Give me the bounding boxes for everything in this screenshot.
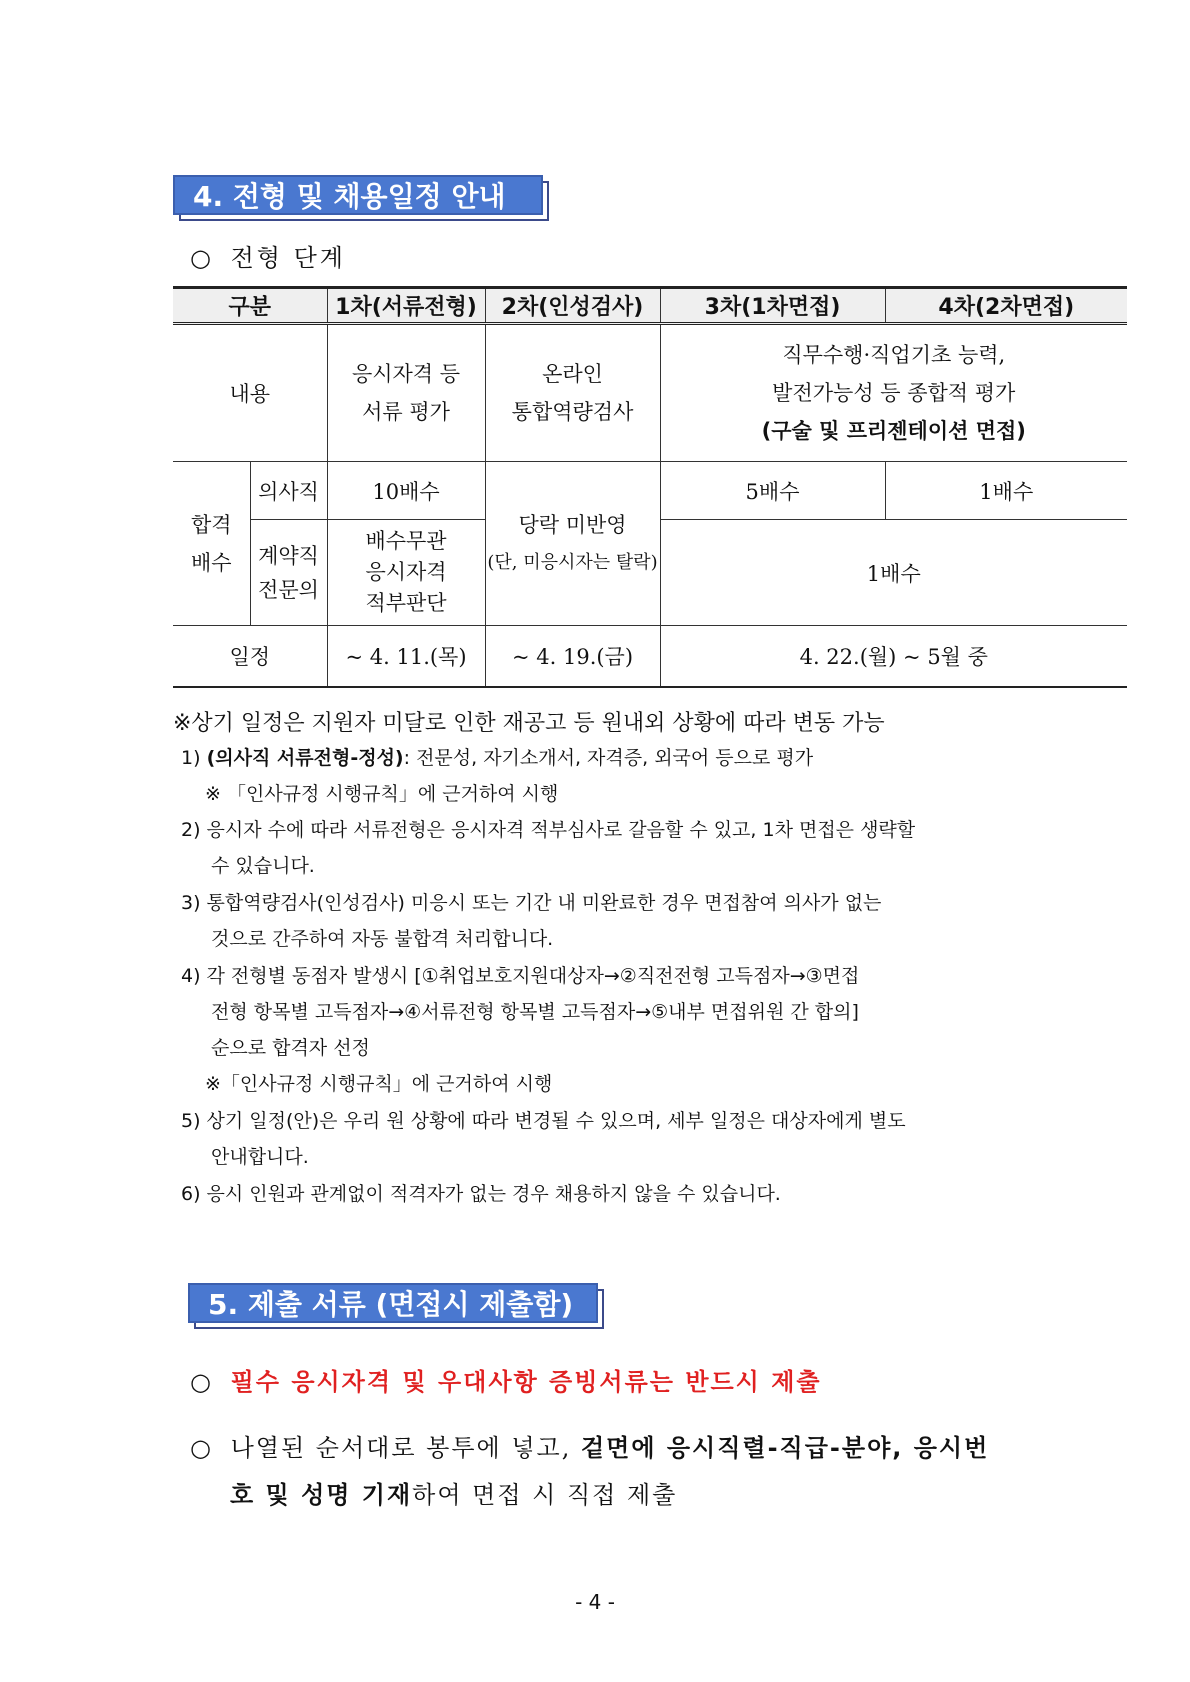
content-stage-3-line1: 직무수행·직업기초 능력, — [782, 343, 1006, 367]
stage-2-pass-line1: 당락 미반영 — [518, 512, 627, 537]
note-4-sub: ※「인사규정 시행규칙」에 근거하여 시행 — [205, 1073, 553, 1095]
note-1-number: 1) — [181, 747, 201, 769]
note-3a: 3) 통합역량검사(인성검사) 미응시 또는 기간 내 미완료한 경우 면접참여 의사가 없는 — [181, 892, 882, 914]
doctor-stage-3: 5배수 — [660, 462, 885, 520]
doctor-label: 의사직 — [250, 462, 327, 520]
submission-text-bold: 겉면에 응시직렬-직급-분야, 응시번 — [580, 1434, 990, 1462]
note-main: ※상기 일정은 지원자 미달로 인한 재공고 등 원내외 상황에 따라 변동 가능 — [173, 711, 885, 736]
stage-2-pass — [485, 462, 660, 626]
submission-text-b-bold: 호 및 성명 기재 — [230, 1481, 413, 1509]
submission-line-2 — [230, 1475, 677, 1510]
contract-stage-1-line1: 배수무관 — [365, 529, 447, 553]
content-label: 내용 — [173, 324, 327, 462]
content-stage-2 — [485, 324, 660, 462]
schedule-stage-1: ~ 4. 11.(목) — [327, 626, 485, 687]
contract-stage-3-4: 1배수 — [660, 520, 1127, 626]
content-stage-3-line2: 발전가능성 등 종합적 평가 — [772, 381, 1016, 405]
section-5-header — [188, 1283, 598, 1323]
content-stage-1 — [327, 324, 485, 462]
contract-label-1: 계약직 — [258, 543, 319, 568]
submission-line-1 — [190, 1428, 989, 1463]
contract-stage-1-line3: 적부판단 — [365, 591, 447, 615]
schedule-stage-2: ~ 4. 19.(금) — [485, 626, 660, 687]
doctor-stage-1: 10배수 — [327, 462, 485, 520]
schedule-stage-3-4: 4. 22.(월) ~ 5월 중 — [660, 626, 1127, 687]
header-stage-3: 3차(1차면접) — [660, 288, 885, 324]
page-number: - 4 - — [575, 1590, 615, 1614]
header-stage-1: 1차(서류전형) — [327, 288, 485, 324]
bullet-circle-icon: ○ — [190, 1368, 211, 1396]
required-docs-line — [190, 1362, 822, 1397]
section-5-title: 5. 제출 서류 (면접시 제출함) — [188, 1283, 598, 1323]
pass-multiple-label — [173, 462, 250, 626]
content-stage-2-line2: 통합역량검사 — [511, 400, 634, 424]
bullet-circle-icon: ○ — [190, 1434, 211, 1462]
bullet-circle-icon: ○ — [190, 244, 211, 272]
submission-text-b-rest: 하여 면접 시 직접 제출 — [412, 1481, 678, 1509]
content-stage-1-line1: 응시자격 등 — [351, 362, 461, 386]
note-4a: 4) 각 전형별 동점자 발생시 [①취업보호지원대상자→②직전전형 고득점자→③면접 — [181, 965, 860, 987]
pass-multiple-label-2: 배수 — [190, 550, 232, 575]
note-1-sub: ※ 「인사규정 시행규칙」에 근거하여 시행 — [205, 783, 559, 805]
contract-stage-1-line2: 응시자격 — [365, 560, 447, 584]
note-6: 6) 응시 인원과 관계없이 적격자가 없는 경우 채용하지 않을 수 있습니다. — [181, 1183, 781, 1205]
note-2a: 2) 응시자 수에 따라 서류전형은 응시자격 적부심사로 갈음할 수 있고, 1차 면접은 생략할 — [181, 819, 916, 841]
contract-stage-1 — [327, 520, 485, 626]
pass-multiple-label-1: 합격 — [190, 512, 232, 537]
contract-label-2: 전문의 — [258, 577, 319, 602]
header-category: 구분 — [173, 288, 327, 324]
contract-label — [250, 520, 327, 626]
submission-text-a: 나열된 순서대로 봉투에 넣고, — [230, 1434, 581, 1462]
stage-subtitle-text: 전형 단계 — [230, 244, 346, 272]
doctor-stage-4: 1배수 — [885, 462, 1127, 520]
note-1 — [181, 743, 813, 770]
note-5b: 안내합니다. — [211, 1146, 309, 1168]
note-1-rest: : 전문성, 자기소개서, 자격증, 외국어 등으로 평가 — [403, 747, 814, 769]
required-docs-text: 필수 응시자격 및 우대사항 증빙서류는 반드시 제출 — [230, 1368, 822, 1396]
note-2b: 수 있습니다. — [211, 855, 315, 877]
note-4c: 순으로 합격자 선정 — [211, 1037, 370, 1059]
section-4-title: 4. 전형 및 채용일정 안내 — [173, 175, 543, 215]
note-3b: 것으로 간주하여 자동 불합격 처리합니다. — [211, 928, 554, 950]
content-stage-3-4 — [660, 324, 1127, 462]
note-1-bold: (의사직 서류전형-정성) — [206, 747, 404, 769]
stage-2-pass-line2: (단, 미응시자는 탈락) — [487, 551, 658, 573]
header-stage-4: 4차(2차면접) — [885, 288, 1127, 324]
stage-table — [173, 286, 1127, 688]
content-stage-1-line2: 서류 평가 — [362, 400, 450, 424]
header-stage-2: 2차(인성검사) — [485, 288, 660, 324]
stage-subtitle — [190, 238, 346, 273]
content-stage-2-line1: 온라인 — [542, 362, 603, 386]
note-5a: 5) 상기 일정(안)은 우리 원 상황에 따라 변경될 수 있으며, 세부 일정은 대상자에게 별도 — [181, 1110, 906, 1132]
section-4-header — [173, 175, 543, 215]
schedule-label: 일정 — [173, 626, 327, 687]
content-stage-3-line3: (구술 및 프리젠테이션 면접) — [761, 419, 1026, 443]
note-4b: 전형 항목별 고득점자→④서류전형 항목별 고득점자→⑤내부 면접위원 간 합의] — [211, 1001, 859, 1023]
